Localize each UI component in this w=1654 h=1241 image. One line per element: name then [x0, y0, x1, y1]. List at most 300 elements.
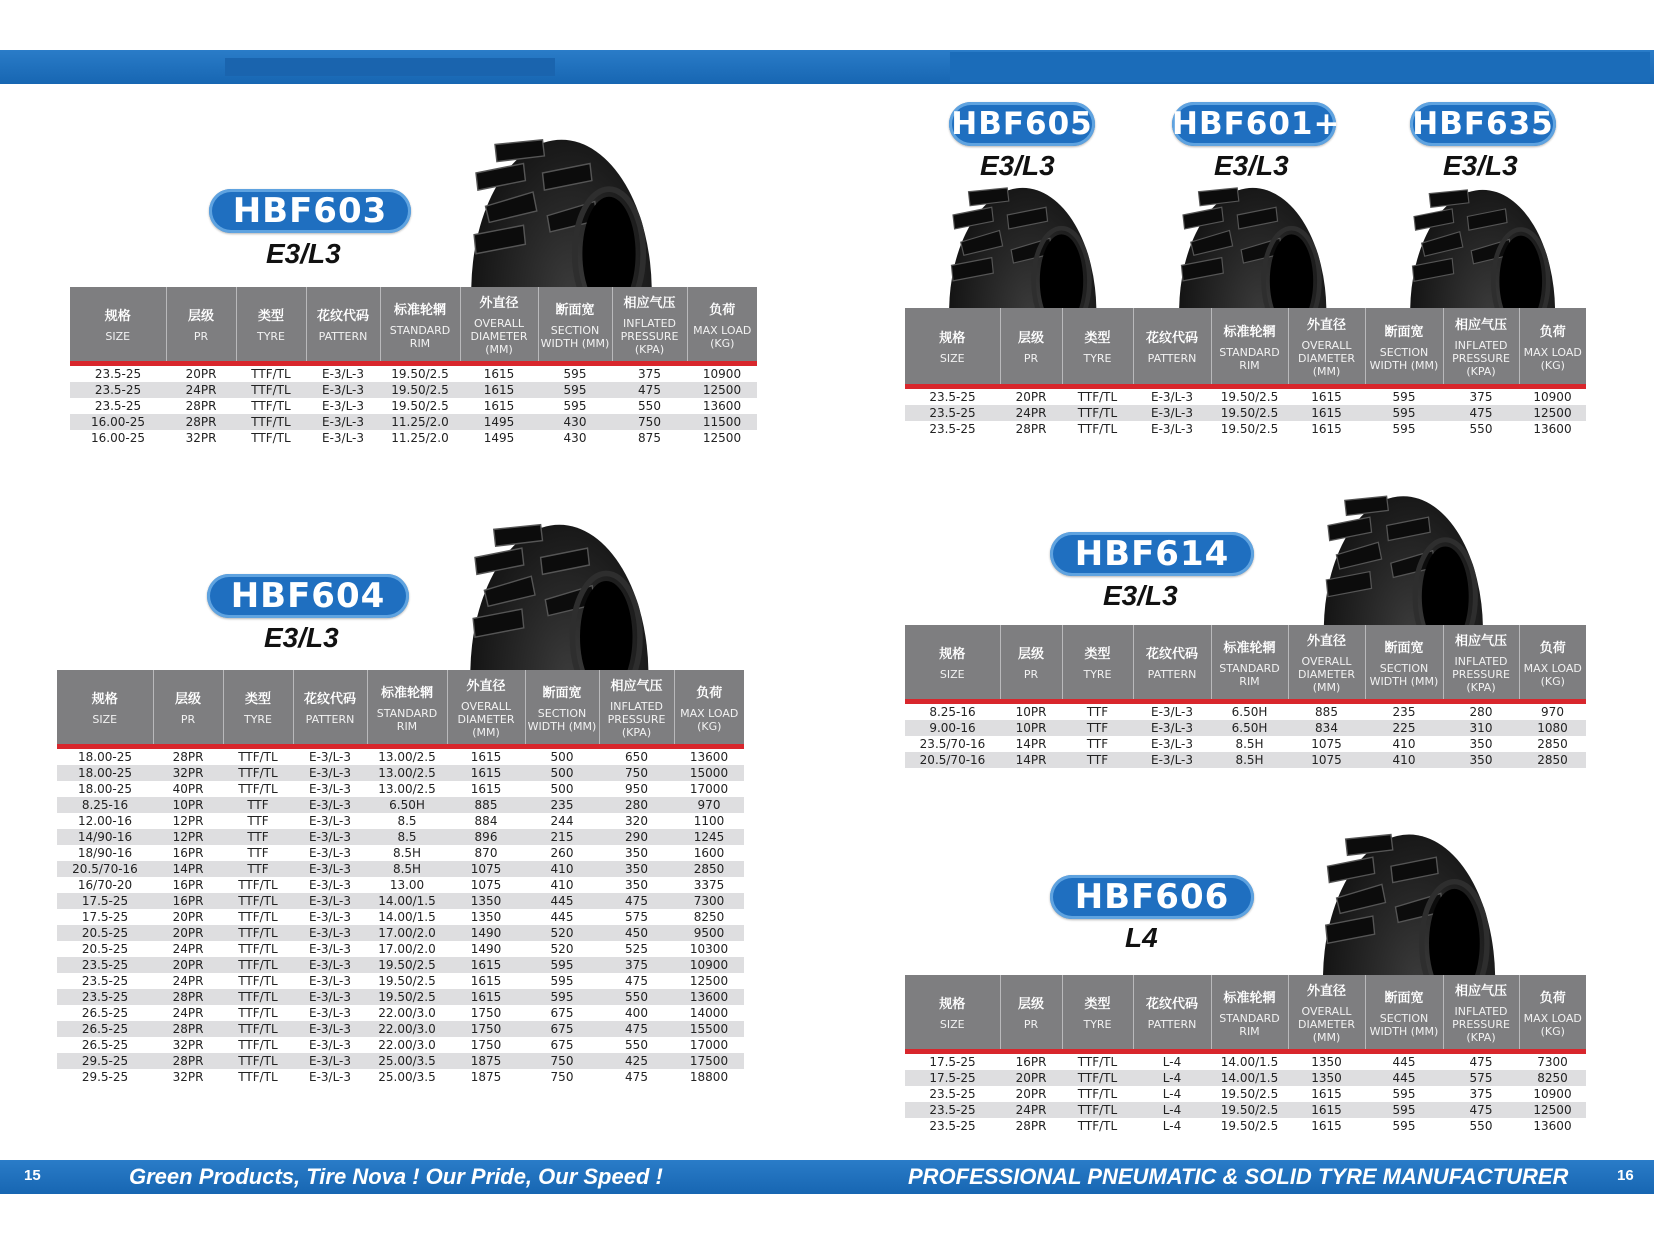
table-row: [57, 973, 744, 989]
cell-load: 2850: [1537, 737, 1568, 751]
header-label-en: TYRE: [1083, 352, 1112, 365]
header-label-en: PR: [1023, 352, 1039, 365]
header-label-en: OVERALL DIAMETER (MM): [1298, 1005, 1355, 1044]
header-pr: [1000, 625, 1062, 699]
cell-rim: 19.50/2.5: [1220, 1087, 1279, 1101]
cell-diameter: 1615: [1288, 405, 1365, 421]
cell-rim: 19.50/2.5: [1220, 422, 1279, 436]
header-label-zh: 类型: [244, 692, 271, 707]
cell-width: 675: [525, 1021, 599, 1037]
table-row: [905, 1102, 1586, 1118]
cell-pr: 40PR: [172, 782, 204, 796]
tyre-image-hbf635: [1380, 186, 1570, 308]
table-row: [70, 398, 757, 414]
cell-diameter: 1615: [1311, 1119, 1342, 1133]
cell-pressure: 525: [625, 942, 648, 956]
header-width: [538, 287, 612, 361]
cell-width: 244: [550, 814, 574, 828]
header-label-zh: 层级: [1017, 331, 1044, 346]
cell-width: 410: [550, 878, 574, 892]
cell-rim: 6.50H: [367, 797, 447, 813]
cell-pr: 12PR: [153, 829, 223, 845]
cell-pr: 32PR: [172, 1038, 204, 1052]
cell-pr: 20PR: [1015, 390, 1047, 404]
cell-width: 750: [550, 1070, 574, 1084]
cell-load: 12500: [689, 974, 729, 988]
cell-load: 1080: [1519, 720, 1586, 736]
cell-pressure: 310: [1443, 720, 1519, 736]
cell-pressure: 550: [638, 399, 661, 413]
header-label-en: INFLATED PRESSURE (KPA): [1452, 1005, 1510, 1044]
cell-width: 445: [1365, 1070, 1443, 1086]
cell-diameter: 1075: [447, 861, 525, 877]
cell-rim: 8.5: [397, 814, 417, 828]
cell-pressure: 475: [599, 893, 674, 909]
header-label-en: STANDARD RIM: [376, 706, 438, 733]
spec-table-hbf604: [57, 670, 744, 1085]
header-label-zh: 标准轮辋: [1223, 990, 1276, 1006]
header-label-en: STANDARD RIM: [1219, 345, 1280, 372]
header-pressure: [1443, 308, 1519, 384]
cell-width: 500: [550, 750, 574, 764]
header-pressure: [599, 670, 674, 744]
pattern-code-hbf614: E3/L3: [1103, 580, 1178, 611]
cell-load: 2850: [1519, 752, 1586, 768]
cell-tyre: TTF: [247, 846, 269, 860]
header-label-en: TYRE: [1083, 668, 1112, 681]
cell-load: 8250: [693, 910, 725, 924]
cell-size: 14/90-16: [57, 829, 153, 845]
cell-pattern: E-3/L-3: [308, 814, 352, 828]
header-label-zh: 类型: [1084, 331, 1111, 346]
cell-width: 445: [1392, 1055, 1416, 1069]
cell-diameter: 1875: [470, 1070, 502, 1084]
table-row: [57, 1069, 744, 1085]
cell-size: 18.00-25: [57, 765, 153, 781]
header-label-zh: 负荷: [696, 685, 723, 701]
tyre-image-hbf605: [920, 184, 1110, 308]
cell-pr: 14PR: [153, 861, 223, 877]
cell-width: 595: [563, 399, 587, 413]
header-label-en: OVERALL DIAMETER (MM): [1298, 339, 1355, 378]
header-tyre: [223, 670, 293, 744]
cell-load: 10900: [674, 957, 744, 973]
cell-tyre: TTF/TL: [1062, 405, 1133, 421]
header-label-en: SECTION WIDTH (MM): [1369, 661, 1439, 688]
cell-pr: 20PR: [185, 367, 217, 381]
cell-load: 13600: [702, 399, 742, 413]
cell-pr: 28PR: [153, 1021, 223, 1037]
cell-size: 8.25-16: [929, 705, 976, 719]
cell-size: 9.00-16: [905, 720, 1000, 736]
cell-rim: 22.00/3.0: [378, 1038, 436, 1052]
cell-tyre: TTF/TL: [238, 1070, 278, 1084]
cell-pressure: 375: [1469, 1087, 1493, 1101]
cell-size: 16/70-20: [77, 878, 133, 892]
top-banner-stripe-right: [950, 52, 1650, 82]
cell-load: 7300: [674, 893, 744, 909]
header-label-zh: 层级: [1017, 997, 1044, 1012]
tyre-image-hbf606: [1300, 830, 1500, 975]
header-label-en: SIZE: [939, 668, 965, 681]
cell-width: 595: [1392, 1087, 1416, 1101]
cell-size: 23.5-25: [905, 405, 1000, 421]
cell-rim: 17.00/2.0: [367, 925, 447, 941]
cell-tyre: TTF: [223, 861, 293, 877]
cell-tyre: TTF: [223, 797, 293, 813]
cell-rim: 17.00/2.0: [378, 942, 436, 956]
page-number-left: 15: [24, 1167, 41, 1184]
spec-table-header: [70, 287, 757, 361]
header-label-zh: 标准轮辋: [393, 302, 446, 318]
header-label-zh: 负荷: [1539, 324, 1566, 340]
header-diameter: [447, 670, 525, 744]
cell-width: 595: [1392, 422, 1416, 436]
cell-rim: 14.00/1.5: [1211, 1070, 1288, 1086]
cell-load: 13600: [674, 989, 744, 1005]
cell-pressure: 550: [1469, 422, 1493, 436]
cell-pressure: 650: [625, 750, 648, 764]
cell-size: 18/90-16: [77, 846, 133, 860]
cell-pressure: 475: [1443, 1102, 1519, 1118]
header-label-zh: 断面宽: [1384, 324, 1424, 340]
cell-pr: 20PR: [153, 925, 223, 941]
spec-table-hbf605-group: [905, 308, 1586, 437]
cell-rim: 13.00/2.5: [367, 765, 447, 781]
cell-pressure: 350: [599, 861, 674, 877]
header-width: [1365, 975, 1443, 1049]
cell-diameter: 1875: [447, 1053, 525, 1069]
cell-diameter: 1750: [470, 1038, 502, 1052]
cell-width: 410: [1365, 752, 1443, 768]
cell-diameter: 1350: [470, 910, 502, 924]
cell-diameter: 1615: [460, 382, 538, 398]
cell-load: 13600: [1533, 422, 1572, 436]
header-label-en: PATTERN: [1147, 352, 1197, 365]
cell-rim: 8.5H: [367, 861, 447, 877]
cell-rim: 13.00/2.5: [378, 782, 436, 796]
header-pattern: [293, 670, 367, 744]
cell-diameter: 1490: [447, 925, 525, 941]
header-label-en: MAX LOAD (KG): [693, 323, 752, 350]
cell-load: 17500: [674, 1053, 744, 1069]
pattern-code-hbf606: L4: [1125, 922, 1158, 953]
cell-width: 595: [1365, 405, 1443, 421]
header-pressure: [612, 287, 687, 361]
cell-pr: 28PR: [1015, 422, 1047, 436]
cell-width: 675: [550, 1038, 574, 1052]
header-label-en: PR: [180, 713, 196, 726]
cell-pattern: E-3/L-3: [293, 1021, 367, 1037]
cell-pr: 10PR: [153, 797, 223, 813]
cell-tyre: TTF: [1062, 752, 1133, 768]
header-pattern: [1133, 308, 1211, 384]
cell-width: 260: [550, 846, 574, 860]
cell-pr: 32PR: [153, 765, 223, 781]
cell-load: 14000: [689, 1006, 729, 1020]
table-row: [57, 1021, 744, 1037]
cell-pr: 16PR: [1015, 1055, 1047, 1069]
cell-size: 23.5-25: [929, 1119, 976, 1133]
cell-pressure: 375: [599, 957, 674, 973]
cell-size: 23.5-25: [905, 1102, 1000, 1118]
cell-pr: 24PR: [172, 942, 204, 956]
cell-pr: 20PR: [1015, 1087, 1047, 1101]
cell-tyre: TTF: [223, 829, 293, 845]
header-label-en: TYRE: [256, 330, 286, 343]
header-label-zh: 规格: [91, 692, 118, 707]
product-badge-hbf614: HBF614: [1050, 532, 1254, 576]
cell-load: 12500: [687, 382, 757, 398]
cell-rim: 19.50/2.5: [391, 367, 449, 381]
cell-pattern: E-3/L-3: [308, 782, 352, 796]
cell-pattern: E-3/L-3: [293, 893, 367, 909]
header-label-en: SECTION WIDTH (MM): [1369, 1011, 1439, 1038]
header-pressure: [1443, 625, 1519, 699]
cell-tyre: TTF/TL: [251, 399, 291, 413]
cell-rim: 14.00/1.5: [367, 893, 447, 909]
header-label-en: PATTERN: [1147, 668, 1197, 681]
cell-pressure: 425: [599, 1053, 674, 1069]
pattern-code-hbf601: E3/L3: [1214, 150, 1289, 181]
header-diameter: [460, 287, 538, 361]
header-load: [1519, 308, 1586, 384]
cell-diameter: 896: [447, 829, 525, 845]
cell-width: 595: [538, 382, 612, 398]
cell-rim: 8.5H: [1235, 737, 1264, 751]
cell-diameter: 1615: [447, 989, 525, 1005]
cell-width: 430: [538, 414, 612, 430]
cell-pr: 16PR: [153, 893, 223, 909]
header-label-en: SIZE: [939, 352, 965, 365]
cell-pressure: 950: [625, 782, 648, 796]
cell-diameter: 1615: [483, 399, 515, 413]
cell-size: 18.00-25: [78, 782, 132, 796]
cell-size: 23.5-25: [929, 390, 976, 404]
cell-pressure: 350: [625, 846, 648, 860]
header-pr: [1000, 975, 1062, 1049]
cell-size: 20.5-25: [81, 942, 129, 956]
cell-pressure: 475: [599, 1021, 674, 1037]
cell-load: 10300: [689, 942, 729, 956]
cell-rim: 11.25/2.0: [391, 431, 449, 445]
header-rim: [367, 670, 447, 744]
cell-load: 17000: [689, 1038, 729, 1052]
header-label-en: SIZE: [939, 1018, 965, 1031]
slogan-right: PROFESSIONAL PNEUMATIC & SOLID TYRE MANUFACTURER: [908, 1164, 1569, 1189]
cell-tyre: TTF/TL: [238, 782, 278, 796]
table-row: [57, 909, 744, 925]
cell-pr: 24PR: [172, 1006, 204, 1020]
cell-size: 23.5-25: [70, 382, 166, 398]
header-rim: [1211, 625, 1288, 699]
table-row: [57, 1053, 744, 1069]
cell-width: 430: [563, 431, 587, 445]
header-label-zh: 相应气压: [1454, 634, 1507, 649]
cell-tyre: TTF/TL: [251, 431, 291, 445]
table-row: [57, 989, 744, 1005]
cell-diameter: 1615: [1311, 390, 1342, 404]
header-label-zh: 标准轮辋: [1223, 324, 1276, 340]
cell-size: 17.5-25: [905, 1070, 1000, 1086]
cell-pattern: E-3/L-3: [1150, 705, 1194, 719]
table-row: [57, 797, 744, 813]
cell-pattern: E-3/L-3: [308, 1006, 352, 1020]
cell-size: 23.5-25: [929, 1087, 976, 1101]
header-label-en: STANDARD RIM: [1219, 661, 1280, 688]
cell-pattern: E-3/L-3: [308, 910, 352, 924]
cell-pattern: E-3/L-3: [321, 367, 365, 381]
cell-rim: 6.50H: [1231, 705, 1268, 719]
pattern-code-hbf603: E3/L3: [266, 238, 341, 269]
cell-size: 29.5-25: [81, 1070, 129, 1084]
table-row: [57, 749, 744, 765]
header-label-en: TYRE: [243, 713, 273, 726]
cell-pattern: E-3/L-3: [306, 382, 380, 398]
cell-pressure: 575: [1443, 1070, 1519, 1086]
header-label-zh: 花纹代码: [303, 692, 356, 707]
spec-table-header: [905, 625, 1586, 699]
header-pr: [1000, 308, 1062, 384]
cell-pr: 24PR: [166, 382, 236, 398]
cell-diameter: 885: [1315, 705, 1338, 719]
cell-size: 20.5/70-16: [57, 861, 153, 877]
table-row: [905, 736, 1586, 752]
spec-table-header: [57, 670, 744, 744]
table-row: [905, 1118, 1586, 1134]
table-row: [57, 861, 744, 877]
cell-width: 750: [525, 1053, 599, 1069]
cell-pattern: E-3/L-3: [1150, 737, 1194, 751]
table-row: [70, 430, 757, 446]
header-tyre: [1062, 975, 1133, 1049]
cell-rim: 19.50/2.5: [391, 399, 449, 413]
cell-pattern: E-3/L-3: [308, 1070, 352, 1084]
header-size: [70, 287, 166, 361]
header-label-en: SECTION WIDTH (MM): [1369, 345, 1439, 372]
header-label-zh: 规格: [939, 647, 966, 662]
top-banner-stripe: [225, 58, 555, 76]
product-badge-hbf635: HBF635: [1410, 102, 1556, 146]
cell-width: 675: [550, 1006, 574, 1020]
cell-pattern: E-3/L-3: [308, 878, 352, 892]
cell-diameter: 1615: [1311, 422, 1342, 436]
cell-width: 595: [525, 957, 599, 973]
header-label-zh: 外直径: [466, 679, 506, 694]
pattern-code-hbf605: E3/L3: [980, 150, 1055, 181]
table-row: [905, 720, 1586, 736]
header-label-en: PR: [1023, 668, 1039, 681]
header-label-en: PATTERN: [318, 330, 368, 343]
tyre-image-hbf601: [1150, 184, 1340, 308]
header-width: [1365, 625, 1443, 699]
product-badge-hbf605: HBF605: [949, 102, 1095, 146]
tyre-image-hbf603: [452, 135, 652, 287]
cell-pattern: E-3/L-3: [1150, 390, 1194, 404]
cell-diameter: 1615: [1288, 1102, 1365, 1118]
header-pattern: [306, 287, 380, 361]
cell-size: 23.5-25: [81, 974, 129, 988]
pattern-code-hbf635: E3/L3: [1443, 150, 1518, 181]
cell-load: 1100: [693, 814, 725, 828]
cell-load: 11500: [687, 414, 757, 430]
header-label-en: PATTERN: [305, 713, 355, 726]
header-load: [687, 287, 757, 361]
header-label-en: OVERALL DIAMETER (MM): [1298, 655, 1355, 694]
table-row: [57, 925, 744, 941]
header-label-zh: 花纹代码: [1145, 997, 1198, 1012]
header-label-zh: 类型: [1084, 997, 1111, 1012]
header-rim: [1211, 308, 1288, 384]
cell-rim: 8.5: [367, 829, 447, 845]
cell-rim: 19.50/2.5: [1220, 390, 1279, 404]
header-label-zh: 外直径: [1306, 634, 1346, 649]
table-row: [57, 1005, 744, 1021]
cell-pr: 14PR: [1000, 752, 1062, 768]
header-label-zh: 负荷: [709, 302, 736, 318]
cell-pr: 28PR: [172, 750, 204, 764]
header-label-en: PATTERN: [1147, 1018, 1197, 1031]
cell-pressure: 550: [1469, 1119, 1493, 1133]
cell-load: 3375: [693, 878, 725, 892]
cell-pattern: L-4: [1133, 1102, 1211, 1118]
cell-diameter: 1615: [470, 974, 502, 988]
header-load: [674, 670, 744, 744]
cell-rim: 22.00/3.0: [378, 1006, 436, 1020]
header-label-zh: 规格: [939, 331, 966, 346]
cell-pr: 10PR: [1000, 720, 1062, 736]
cell-tyre: TTF/TL: [1077, 1119, 1118, 1133]
cell-pressure: 375: [1469, 390, 1493, 404]
cell-tyre: TTF/TL: [251, 367, 291, 381]
header-label-zh: 层级: [174, 692, 201, 707]
cell-pr: 16PR: [172, 878, 204, 892]
cell-rim: 19.50/2.5: [1211, 1102, 1288, 1118]
cell-size: 17.5-25: [929, 1055, 976, 1069]
cell-pressure: 350: [1443, 752, 1519, 768]
cell-width: 500: [525, 765, 599, 781]
header-label-en: MAX LOAD (KG): [1523, 345, 1582, 372]
cell-diameter: 1615: [470, 750, 502, 764]
cell-diameter: 884: [474, 814, 498, 828]
header-size: [905, 975, 1000, 1049]
cell-pressure: 350: [1469, 737, 1493, 751]
header-label-zh: 外直径: [479, 296, 519, 311]
product-badge-hbf604: HBF604: [207, 574, 409, 618]
header-pressure: [1443, 975, 1519, 1049]
cell-rim: 25.00/3.5: [378, 1070, 436, 1084]
cell-width: 595: [550, 974, 574, 988]
cell-pressure: 350: [625, 878, 648, 892]
cell-diameter: 1495: [483, 431, 515, 445]
cell-pressure: 400: [625, 1006, 648, 1020]
cell-pr: 24PR: [172, 974, 204, 988]
cell-size: 17.5-25: [81, 910, 129, 924]
header-label-zh: 断面宽: [1384, 640, 1424, 656]
cell-pressure: 475: [625, 1070, 648, 1084]
cell-load: 9500: [674, 925, 744, 941]
cell-diameter: 1750: [470, 1006, 502, 1020]
cell-diameter: 1615: [470, 782, 502, 796]
cell-width: 500: [550, 782, 574, 796]
table-row: [57, 877, 744, 893]
page-number-right: 16: [1617, 1167, 1634, 1184]
cell-width: 445: [525, 893, 599, 909]
header-label-zh: 规格: [939, 997, 966, 1012]
cell-diameter: 1615: [483, 367, 515, 381]
cell-pattern: E-3/L-3: [308, 750, 352, 764]
product-badge-hbf601: HBF601+: [1172, 102, 1336, 146]
